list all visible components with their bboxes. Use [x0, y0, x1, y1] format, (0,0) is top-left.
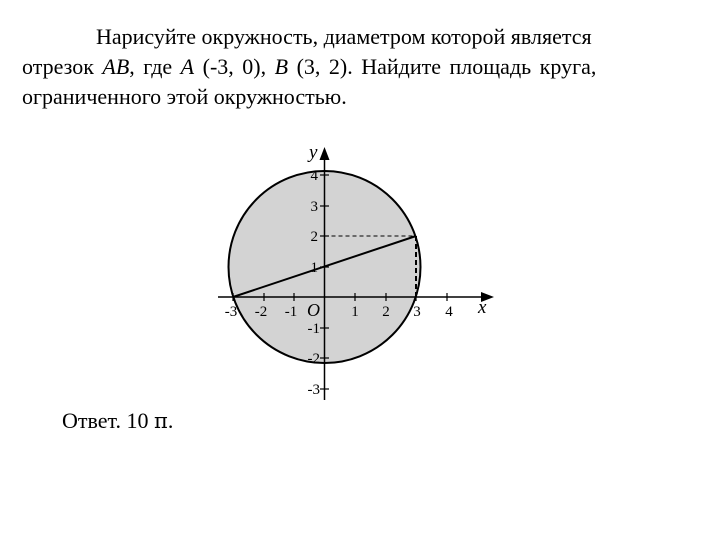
- answer-period: .: [167, 408, 174, 433]
- problem-line-3: ограниченного этой окружностью.: [22, 84, 347, 109]
- x-tick-label: 1: [351, 304, 359, 320]
- problem-text: Найдите площадь круга,: [361, 54, 597, 79]
- x-tick-label: 3: [413, 304, 421, 320]
- y-tick-label: -2: [307, 351, 320, 367]
- problem-text: отрезок: [22, 54, 94, 79]
- answer: [62, 408, 173, 434]
- x-axis-label: x: [478, 297, 487, 318]
- x-tick-label: 4: [445, 304, 453, 320]
- y-tick-label: -3: [307, 382, 320, 398]
- y-axis-label: y: [309, 142, 318, 163]
- answer-label: Ответ. 10: [62, 408, 149, 433]
- y-axis-arrow: [320, 147, 330, 160]
- point-a-name: A: [180, 54, 195, 79]
- y-tick-label: 2: [310, 229, 318, 245]
- x-tick-label: 2: [382, 304, 390, 320]
- pi-symbol: π: [154, 409, 168, 433]
- y-tick-label: 4: [310, 168, 318, 184]
- origin-label: O: [307, 300, 320, 320]
- problem-line-1: Нарисуйте окружность, диаметром которой является: [96, 24, 592, 49]
- x-tick-label: -3: [224, 304, 238, 320]
- y-tick-label: 1: [310, 260, 318, 276]
- x-tick-label: -2: [254, 304, 268, 320]
- x-tick-label: -1: [284, 304, 298, 320]
- point-a-coords: (-3, 0),: [202, 54, 267, 79]
- segment-name: AB: [102, 54, 130, 79]
- y-tick-label: 3: [310, 199, 318, 215]
- y-tick-label: -1: [307, 321, 320, 337]
- point-b-name: B: [274, 54, 289, 79]
- point-b-coords: (3, 2).: [296, 54, 353, 79]
- problem-text: , где: [129, 54, 173, 79]
